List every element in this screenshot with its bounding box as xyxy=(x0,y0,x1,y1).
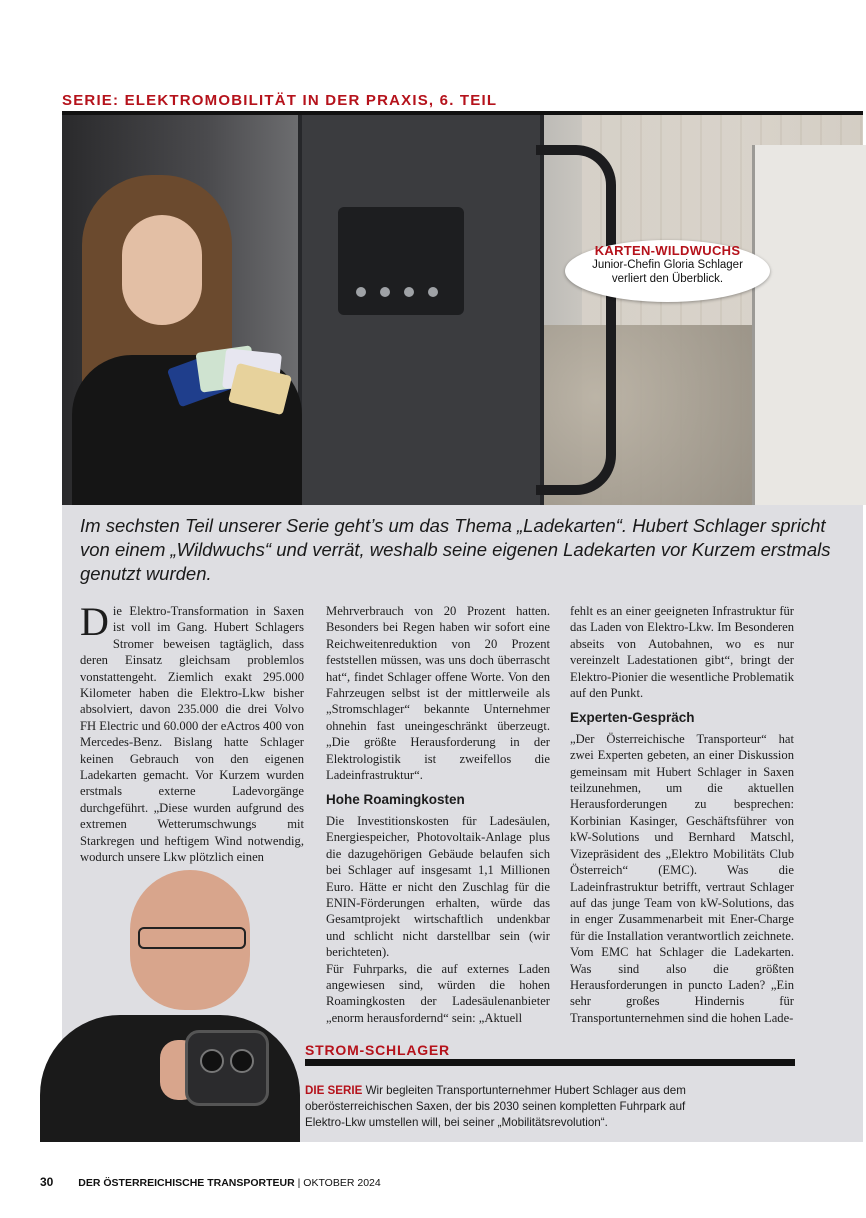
charger-button xyxy=(404,287,414,297)
drop-cap: D xyxy=(80,599,109,644)
page-number: 30 xyxy=(40,1175,54,1189)
charger-button xyxy=(380,287,390,297)
strom-schlager-label: STROM-SCHLAGER xyxy=(305,1042,450,1058)
glasses xyxy=(138,927,246,949)
charging-cards xyxy=(172,345,292,405)
man-with-plug-photo xyxy=(40,865,300,1142)
charger-screen xyxy=(338,207,464,315)
serie-text: Wir begleiten Transportunternehmer Hubert Schlager aus dem oberösterreichischen Saxen, der bis 2030 seinen kompletten Fuhrpark auf Elektro-Lkw umstellen will, bei seiner „Mobilitätsrevolution“. xyxy=(305,1084,686,1129)
charging-station xyxy=(298,115,544,505)
charging-cable xyxy=(536,145,616,495)
bubble-line-2: verliert den Überblick. xyxy=(611,273,724,285)
bubble-title: KARTEN-WILDWUCHS xyxy=(594,243,741,258)
column-2 xyxy=(326,603,550,1026)
serie-box xyxy=(305,1083,725,1131)
subheading-roaming: Hohe Roamingkosten xyxy=(326,792,465,808)
column-3 xyxy=(570,603,794,1026)
series-header: SERIE: ELEKTROMOBILITÄT IN DER PRAXIS, 6. TEIL xyxy=(62,92,498,109)
column-3-paragraph-2: „Der Österreichische Transporteur“ hat zwei Experten gebeten, an einer Diskussion gemeinsam mit Hubert Schlager in Saxen teilzunehmen, um die aktuellen Herausforderungen zu besprechen: Korbinian Kasinger, Geschäftsführer von kW-Solutions und Bernhard Matschl, Vizepräsident des „Elektro Mobilitäts Club Österreich“ (EMC). Was die Ladeinfrastruktur betrifft, vertraut Schlager auf das junge Team von kW-Solutions, das in enger Zusammenarbeit mit Ener-Charge für die Installation verantwortlich zeichnete. Vom EMC hat Schlager die Ladekarten. Was sind also die größten Herausforderungen in puncto Laden? „Ein sehr großes Hindernis für Transportunternehmen sind die hohen Lade- xyxy=(570,731,794,1025)
bubble-line-1: Junior-Chefin Gloria Schlager xyxy=(592,259,743,271)
subheading-experts: Experten-Gespräch xyxy=(570,710,695,726)
charger-button xyxy=(356,287,366,297)
lead-paragraph: Im sechsten Teil unserer Serie geht’s um das Thema „Ladekarten“. Hubert Schlager spricht von einem „Wildwuchs“ und verrät, weshalb seine eigenen Ladekarten vor Kurzem erstmals genutzt wurden. xyxy=(80,515,831,584)
column-1 xyxy=(80,599,304,866)
column-2-paragraph-3: Für Fuhrparks, die auf externes Laden angewiesen sind, würden die hohen Roamingkosten der Ladesäulenanbieter „enorm herausfordernd“ sein: „Aktuell xyxy=(326,961,550,1025)
charging-plug xyxy=(185,1030,269,1106)
serie-label: DIE SERIE xyxy=(305,1084,363,1097)
column-1-text: ie Elektro-Transformation in Saxen ist voll im Gang. Hubert Schlagers Stromer beweisen tagtäglich, dass deren Einsatz gleichsam problemlos vonstattengeht. Ziemlich exakt 295.000 Kilometer haben die Elektro-Lkw bisher absolviert, davon 235.000 die drei Volvo FH Electric und 60.000 der eActros 400 von Mercedes-Benz. Bislang hatte Schlager keinen Gebrauch von den eigenen Ladekarten gemacht. Vor Kurzem wurden erstmals externe Ladevorgänge durchgeführt. „Diese wurden aufgrund des extremen Wetterumschwungs mit Starkregen und heftigem Wind notwendig, wodurch unsere Lkw plötzlich einen xyxy=(80,604,304,865)
plug-socket xyxy=(230,1049,254,1073)
magazine-name: DER ÖSTERREICHISCHE TRANSPORTEUR xyxy=(78,1177,295,1189)
plug-socket xyxy=(200,1049,224,1073)
hero-photo xyxy=(62,115,863,505)
column-2-paragraph-1: Mehrverbrauch von 20 Prozent hatten. Besonders bei Regen haben wir sofort eine Reichweitenreduktion von 20 Prozent feststellen müssen, was uns doch überrascht hat“, findet Schlager offene Worte. Von den Fahrzeugen selbst ist der mittlerweile als „Stromschlager“ bekannte Unternehmer ohnehin fast uneingeschränkt überzeugt. „Die größte Herausforderung in der Elektrologistik ist zweifellos die Ladeinfrastruktur“. xyxy=(326,604,550,783)
truck-trailer xyxy=(752,145,866,505)
column-2-paragraph-2: Die Investitionskosten für Ladesäulen, Energiespeicher, Photovoltaik-Anlage plus die dazugehörigen Gebäude belaufen sich bei Schlager auf insgesamt 1,1 Millionen Euro. Hätte er nicht den Zuschlag für die ENIN-Förderungen erhalten, würde das Gesamtprojekt wirtschaftlich undenkbar und schlicht nicht darstellbar sein (wir berichteten). xyxy=(326,813,550,960)
face xyxy=(122,215,202,325)
strom-rule xyxy=(305,1059,795,1066)
charger-button xyxy=(428,287,438,297)
woman-with-cards xyxy=(62,155,302,505)
column-3-paragraph-1: fehlt es an einer geeigneten Infrastruktur für das Laden von Elektro-Lkw. Im Besonderen abseits von Autobahnen, wo es nur vereinzelt Ladestationen gibt“, bringt der Elektro-Pionier die wesentliche Problematik auf den Punkt. xyxy=(570,604,794,701)
page-footer xyxy=(40,1175,381,1189)
caption-bubble xyxy=(565,240,770,302)
issue-date: | OKTOBER 2024 xyxy=(297,1177,381,1189)
